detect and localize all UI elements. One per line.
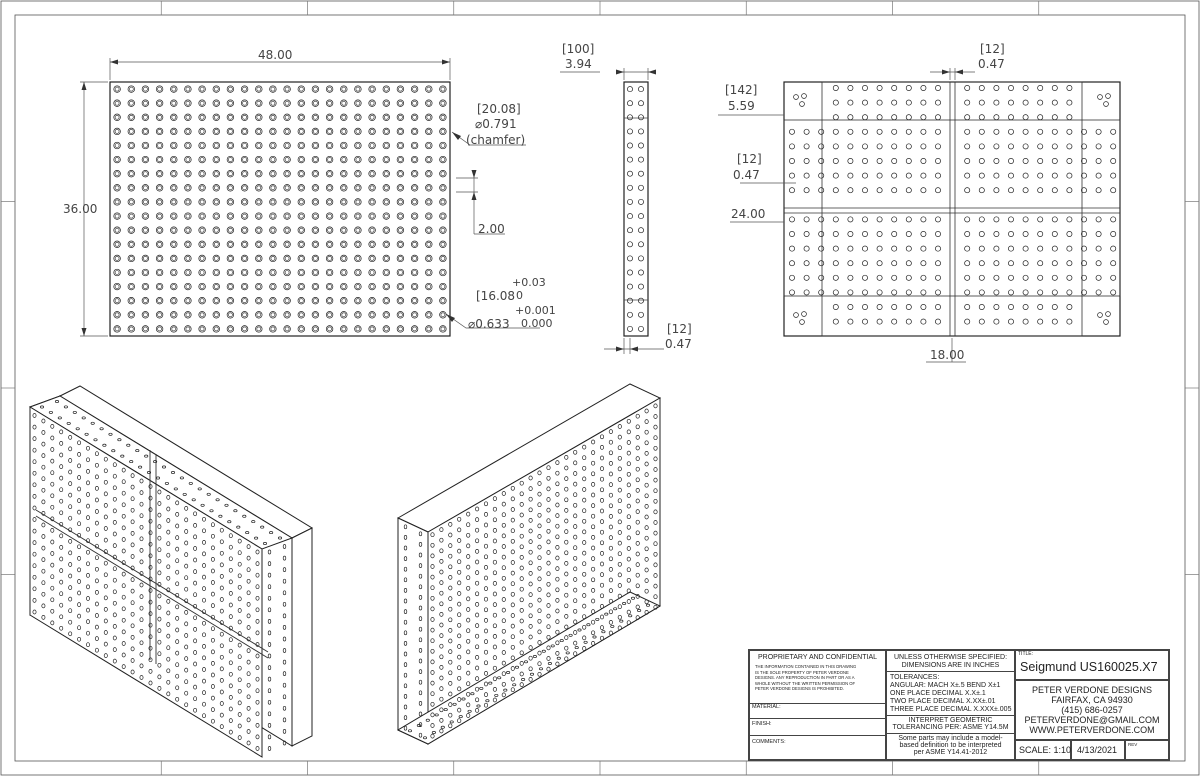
comments-label: COMMENTS: — [752, 739, 786, 745]
dim-hole-tol-upper-mm: +0.03 — [512, 276, 546, 289]
tolerance-cell — [886, 650, 1015, 760]
dim-wall-mm: [12] — [667, 322, 692, 336]
model-line-2: based definition to be interpreted — [899, 742, 1002, 749]
model-line-1: Some parts may include a model- — [898, 735, 1003, 742]
company-email: PETERVERDONE@GMAIL.COM — [1024, 715, 1160, 725]
proprietary-line-2: IS THE SOLE PROPERTY OF PETER VERDONE — [755, 669, 849, 675]
dim-chamfer-dia: ⌀0.791 — [475, 117, 517, 131]
proprietary-cell — [749, 650, 886, 760]
model-line-3: per ASME Y14.41-2012 — [913, 749, 988, 756]
proprietary-title: PROPRIETARY AND CONFIDENTIAL — [757, 654, 878, 661]
dim-chamfer-mm: [20.08] — [477, 102, 521, 116]
dim-wall: 0.47 — [665, 337, 692, 351]
rev-cell — [1125, 740, 1169, 760]
tolerance-one-place: ONE PLACE DECIMAL X.X±.1 — [890, 690, 986, 697]
company-phone: (415) 686-0257 — [1061, 705, 1123, 715]
dim-depth: 3.94 — [565, 57, 592, 71]
dim-rib-top-mm: [12] — [980, 42, 1005, 56]
iso-side-hole — [268, 747, 271, 751]
scale: SCALE: 1:10 — [1019, 745, 1072, 755]
dim-rib-top: 0.47 — [978, 57, 1005, 71]
date-cell — [1071, 740, 1125, 760]
drawing-date: 4/13/2021 — [1077, 745, 1118, 755]
dim-chamfer-note: (chamfer) — [466, 133, 526, 147]
proprietary-line-4: WHOLE WITHOUT THE WRITTEN PERMISSION OF — [755, 680, 856, 686]
dim-hole-mm: [16.08 — [476, 289, 516, 303]
proprietary-line-3: DESIGNS. ANY REPRODUCTION IN PART OR AS A — [755, 675, 855, 680]
iso-side-hole — [268, 735, 271, 739]
unless-line-1: UNLESS OTHERWISE SPECIFIED: — [893, 654, 1008, 661]
dim-corner-mm: [142] — [725, 83, 758, 97]
dim-depth-mm: [100] — [562, 42, 595, 56]
dim-hole-tol-lower: 0.000 — [521, 317, 553, 330]
company-web: WWW.PETERVERDONE.COM — [1029, 725, 1155, 735]
dim-width: 48.00 — [258, 48, 293, 62]
interpret-line-1: INTERPRET GEOMETRIC — [908, 717, 993, 724]
dim-corner: 5.59 — [728, 99, 755, 113]
tolerance-angular: ANGULAR: MACH X±.5 BEND X±1 — [890, 682, 1001, 689]
dim-half-width: 18.00 — [930, 348, 965, 362]
dim-rib-left: 0.47 — [733, 168, 760, 182]
isometric-view-back — [30, 386, 312, 757]
side-view — [624, 82, 648, 336]
front-view — [110, 82, 450, 336]
dim-hole-tol-lower-mm: 0 — [516, 289, 523, 302]
dim-rib-left-mm: [12] — [737, 152, 762, 166]
dim-hole-tol-upper: +0.001 — [515, 304, 556, 317]
material-label: MATERIAL: — [752, 704, 781, 710]
dim-height: 36.00 — [63, 202, 98, 216]
unless-line-2: DIMENSIONS ARE IN INCHES — [901, 662, 1000, 669]
company-name: PETER VERDONE DESIGNS — [1031, 685, 1153, 695]
tolerance-three-place: THREE PLACE DECIMAL X.XXX±.005 — [890, 706, 1012, 713]
drawing-title: Seigmund US160025.X7 — [1020, 660, 1158, 674]
isometric-view-front — [398, 384, 660, 744]
finish-label: FINISH: — [752, 721, 772, 727]
company-cell — [1015, 680, 1169, 740]
interpret-line-2: TOLERANCING PER: ASME Y14.5M — [892, 724, 1009, 731]
dim-hole-spacing: 2.00 — [478, 222, 505, 236]
tolerances-title: TOLERANCES: — [890, 674, 940, 681]
tolerance-two-place: TWO PLACE DECIMAL X.XX±.01 — [890, 698, 996, 705]
dim-hole-dia: ⌀0.633 — [468, 317, 510, 331]
proprietary-line-1: THE INFORMATION CONTAINED IN THIS DRAWING — [755, 664, 857, 669]
scale-cell — [1015, 740, 1071, 760]
title-label: TITLE: — [1018, 651, 1034, 657]
back-view — [784, 82, 1120, 336]
proprietary-line-5: PETER VERDONE DESIGNS IS PROHIBITED. — [755, 686, 844, 691]
title-block — [748, 649, 1170, 761]
title-cell — [1015, 650, 1169, 680]
rev-label: REV — [1128, 742, 1138, 747]
dim-half-height: 24.00 — [731, 207, 766, 221]
company-city: FAIRFAX, CA 94930 — [1051, 695, 1133, 705]
